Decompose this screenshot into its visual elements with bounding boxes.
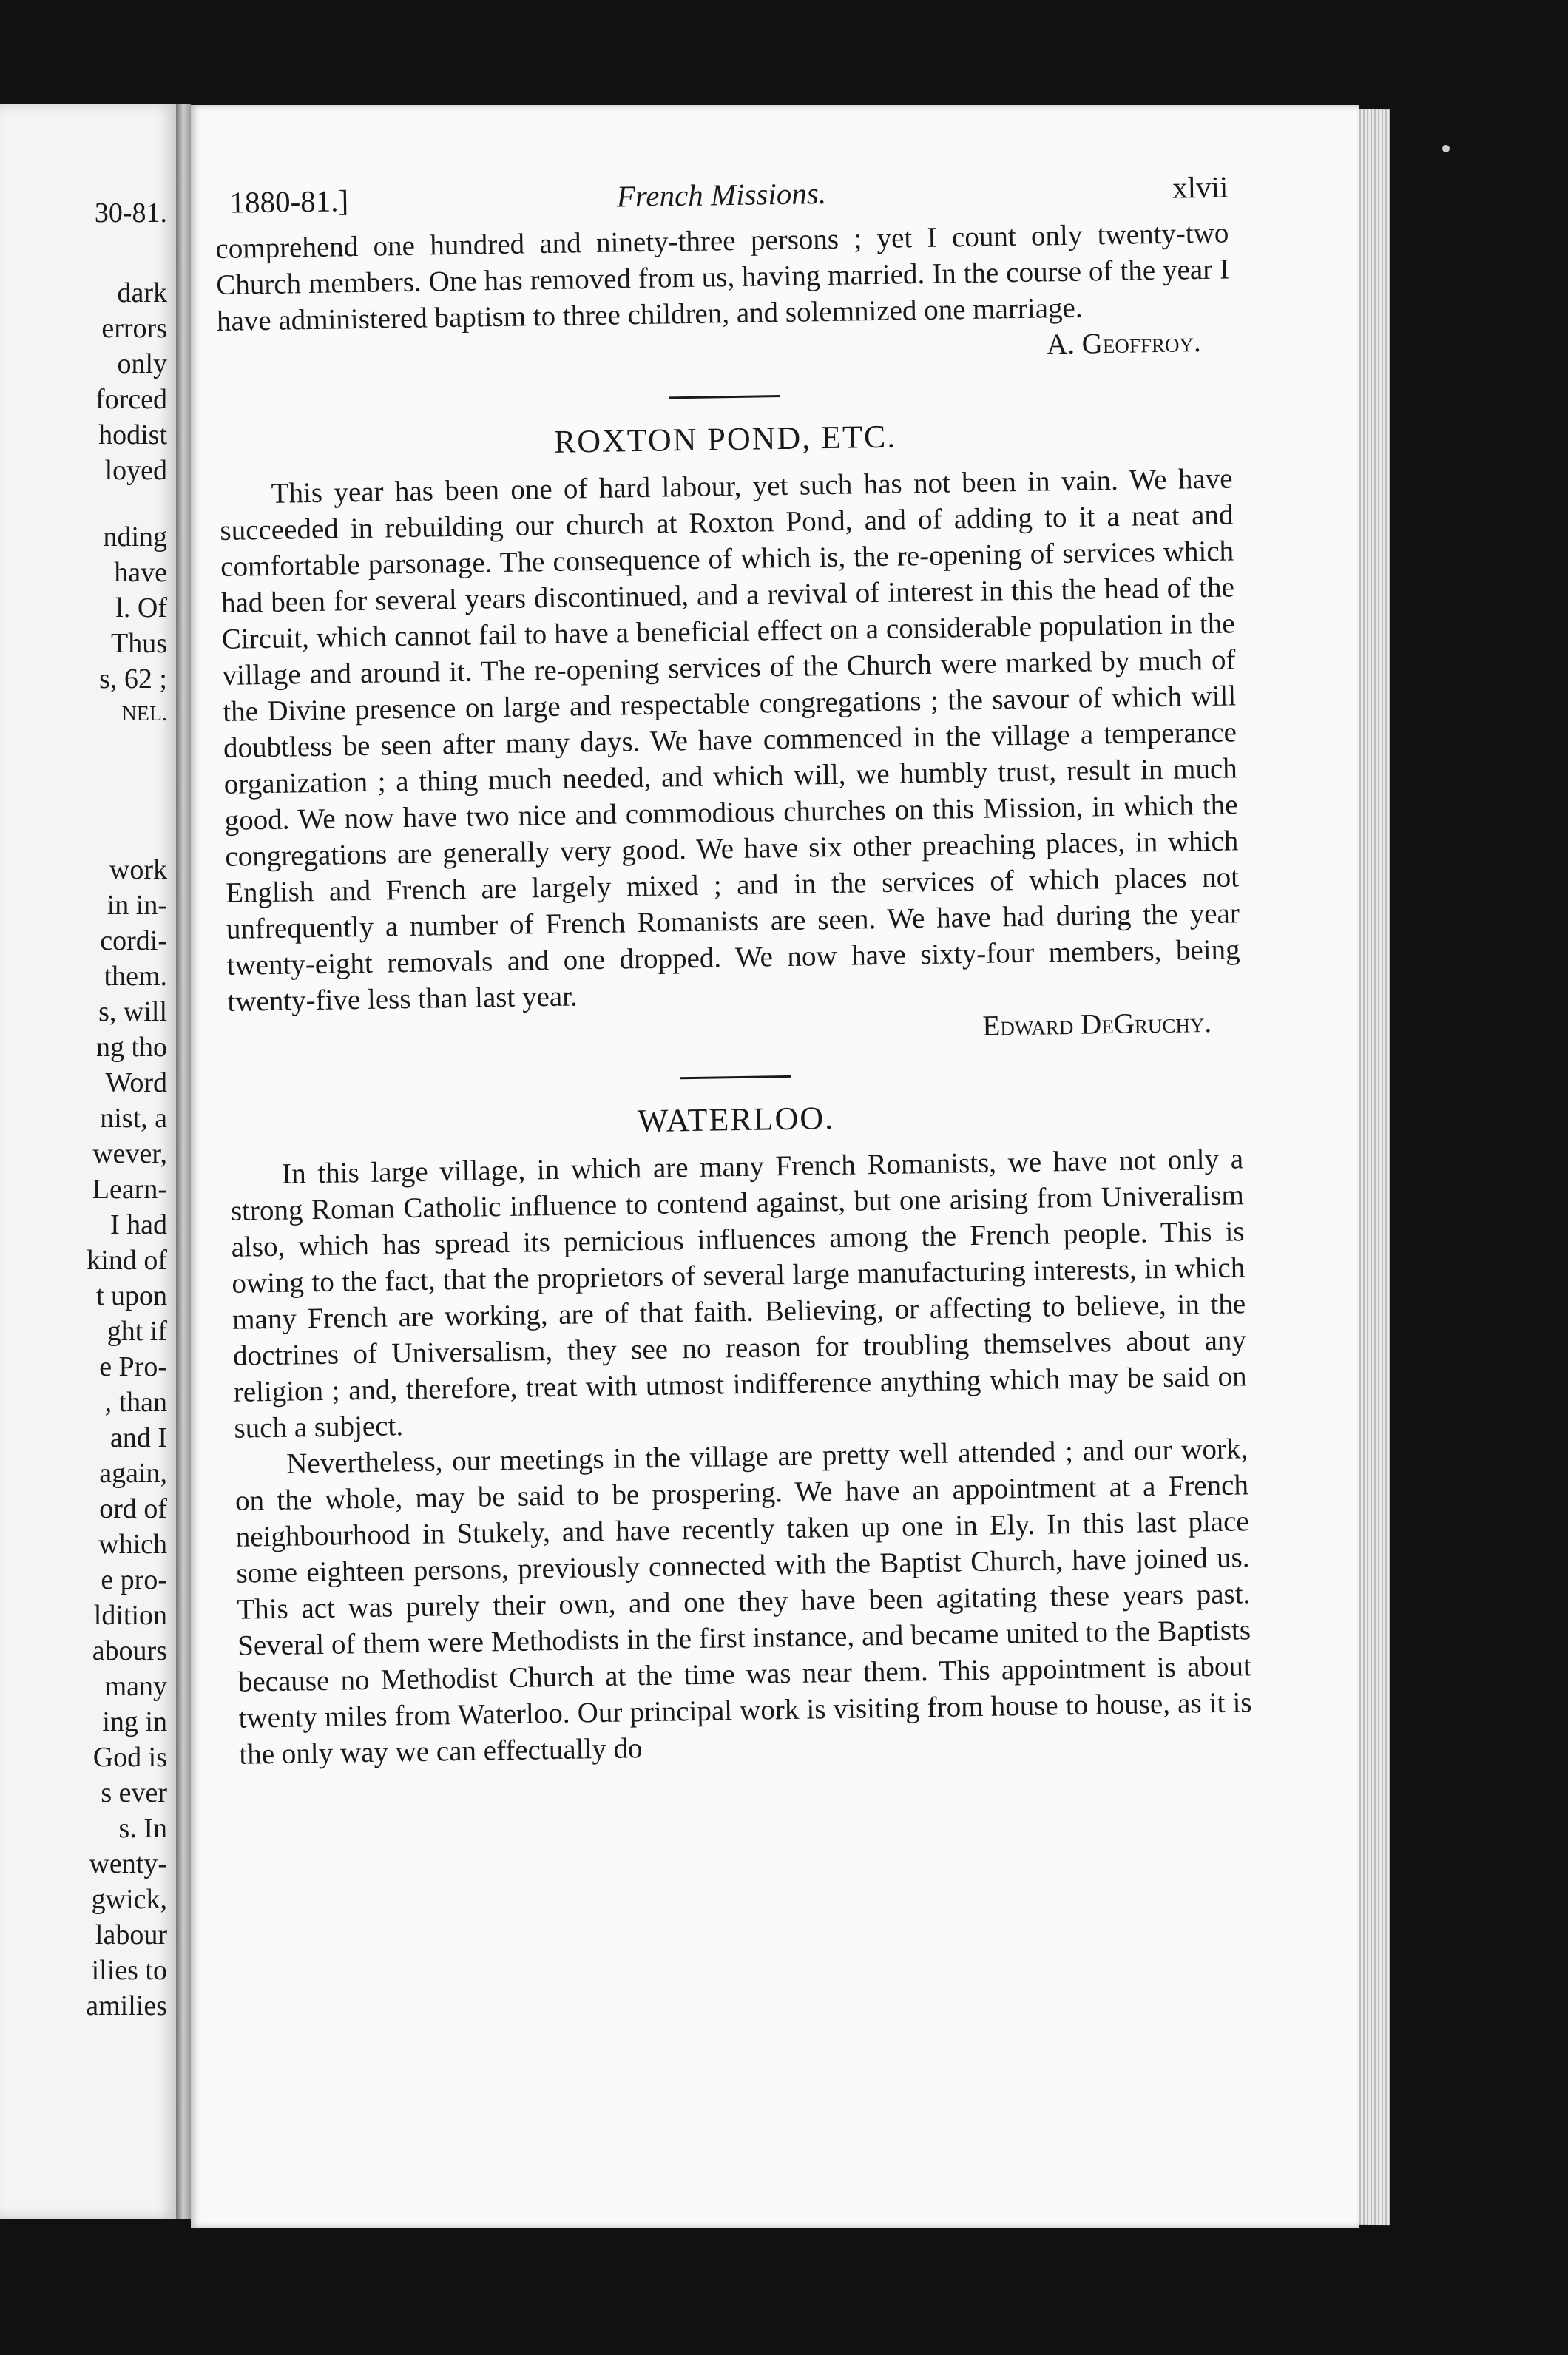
roxton-pond-paragraph: This year has been one of hard labour, yet such has not been in vain. We have succeeded in rebuilding our church at Roxton Pond, and of adding to it a neat and comfortable parsonage. The consequence of which is, the re-opening of services which had been for several years discontinued, and a revival of interest in this the head of the Circuit, which cannot fail to have a beneficial effect on a considerable population in the village and around it. The re-opening services of the Church were marked by much of the Divine presence on large and respectable congregations ; the savour of which will doubtless be seen after many days. We have commenced in the village a temperance organization ; a thing much needed, and which will, we humbly trust, result in much good. We now have two nice and commodious churches on this Mission, in which the congregations are generally very good. We have six other preaching places, in which English and French are largely mixed ; and in the services of which places not unfrequently a number of French Romanists are seen. We have had during the year twenty-eight removals and one dropped. We now have sixty-four members, being twenty-five less than last year. xyxy=(220,462,1240,1018)
section-heading-waterloo: WATERLOO. xyxy=(637,1099,835,1140)
left-page-line: wenty- xyxy=(89,1848,167,1879)
signature-degruchy: Edward DeGruchy. xyxy=(982,1006,1212,1042)
left-page-line: t upon xyxy=(95,1280,167,1311)
left-page-line: errors xyxy=(101,313,167,344)
left-page-line: many xyxy=(104,1671,167,1702)
section-divider xyxy=(669,395,780,399)
left-page-line: have xyxy=(114,557,167,588)
left-page-line: only xyxy=(117,348,167,379)
left-page-line: s. In xyxy=(118,1813,167,1844)
left-page-line: abours xyxy=(92,1635,167,1666)
left-page-line: again, xyxy=(99,1458,167,1489)
waterloo-paragraph-2: Nevertheless, our meetings in the village are pretty well attended ; and our work, on the whole, may be said to be prospering. We have an appointment at a French neighbourhood in Stukely, and have recently taken up one in Ely. In this last place some eighteen persons, previously connected with the Baptist Church, have joined us. This act was purely their own, and one they have been agitating these years past. Several of them were Methodists in the first instance, and became united to the Baptists because no Methodist Church at the time was near them. This appointment is about twenty miles from Waterloo. Our principal work is visiting from house to house, as it is the only way we can effectually do xyxy=(234,1433,1252,1771)
page-content xyxy=(214,163,1253,1772)
left-page-line: labour xyxy=(95,1919,167,1950)
left-page-line: I had xyxy=(109,1209,167,1240)
left-page-line: Word xyxy=(105,1067,167,1098)
left-page-line: nding xyxy=(103,521,167,553)
dust-speck xyxy=(1442,145,1450,152)
left-page-line: forced xyxy=(95,384,167,415)
waterloo-paragraph-1: In this large village, in which are many French Romanists, we have not only a strong Roman Catholic influence to contend against, but one arising from Univeralism also, which has spread its pernicious influences among the French people. This is owing to the fact, that the proprietors of several large manufacturing interests, in which many French are working, are of that faith. Believing, or affecting to believe, in the doctrines of Universalism, they see no reason for troubling themselves about any religion ; and, therefore, treat with utmost indifference anything which may be said on such a subject. xyxy=(230,1143,1247,1445)
left-page-line: ldition xyxy=(93,1600,167,1631)
section-divider xyxy=(680,1075,791,1079)
left-page-fragment xyxy=(0,104,176,2219)
left-page-line: 30-81. xyxy=(94,197,167,229)
left-page-line: , than xyxy=(104,1387,167,1418)
section-heading-roxton-pond: ROXTON POND, ETC. xyxy=(553,418,897,460)
left-page-line: God is xyxy=(92,1742,167,1773)
left-page-line: ng tho xyxy=(95,1032,167,1063)
left-page-line: and I xyxy=(109,1422,167,1453)
continuation-paragraph xyxy=(215,214,1231,375)
page-number: xlvii xyxy=(1172,169,1229,205)
left-page-line: nist, a xyxy=(100,1103,167,1134)
left-page-line: s, 62 ; xyxy=(99,663,167,695)
left-page-line: ght if xyxy=(107,1316,167,1347)
book-gutter xyxy=(176,104,191,2219)
page-edges xyxy=(1359,109,1390,2225)
continuation-text: comprehend one hundred and ninety-three persons ; yet I count only twenty-two Church members. One has removed from us, having married. In the course of the year I have administered baptism to three children, and solemnized one marriage. xyxy=(215,217,1230,337)
left-page-line: e Pro- xyxy=(99,1351,167,1382)
left-page-line: l. Of xyxy=(115,592,167,624)
left-page-line: hodist xyxy=(98,419,167,450)
left-page-line: ord of xyxy=(99,1493,167,1524)
left-page-line: dark xyxy=(117,277,167,308)
left-page-line: them. xyxy=(104,961,167,992)
left-page-line: amilies xyxy=(86,1990,167,2021)
left-page-line: work xyxy=(109,854,167,885)
left-page-line: ilies to xyxy=(91,1955,167,1986)
signature-geoffroy: A. Geoffroy. xyxy=(1046,326,1201,361)
left-page-line: kind of xyxy=(87,1245,167,1276)
left-page-line: NEL. xyxy=(121,703,167,726)
left-page-line: Thus xyxy=(111,628,167,659)
left-page-line: loyed xyxy=(104,455,167,486)
left-page-line: which xyxy=(98,1529,167,1560)
left-page-line: Learn- xyxy=(92,1174,167,1205)
left-page-line: wever, xyxy=(92,1138,167,1169)
left-page-line: e pro- xyxy=(101,1564,167,1595)
left-page-line: s ever xyxy=(101,1777,167,1808)
left-page-line: cordi- xyxy=(100,925,167,956)
running-head-title: French Missions. xyxy=(616,176,827,214)
right-page xyxy=(191,105,1359,2228)
left-page-line: in in- xyxy=(107,890,167,921)
left-page-line: s, will xyxy=(98,996,167,1027)
left-page-line: gwick, xyxy=(91,1884,167,1915)
left-page-line: ing in xyxy=(102,1706,167,1737)
running-head-years: 1880-81.] xyxy=(229,183,349,220)
